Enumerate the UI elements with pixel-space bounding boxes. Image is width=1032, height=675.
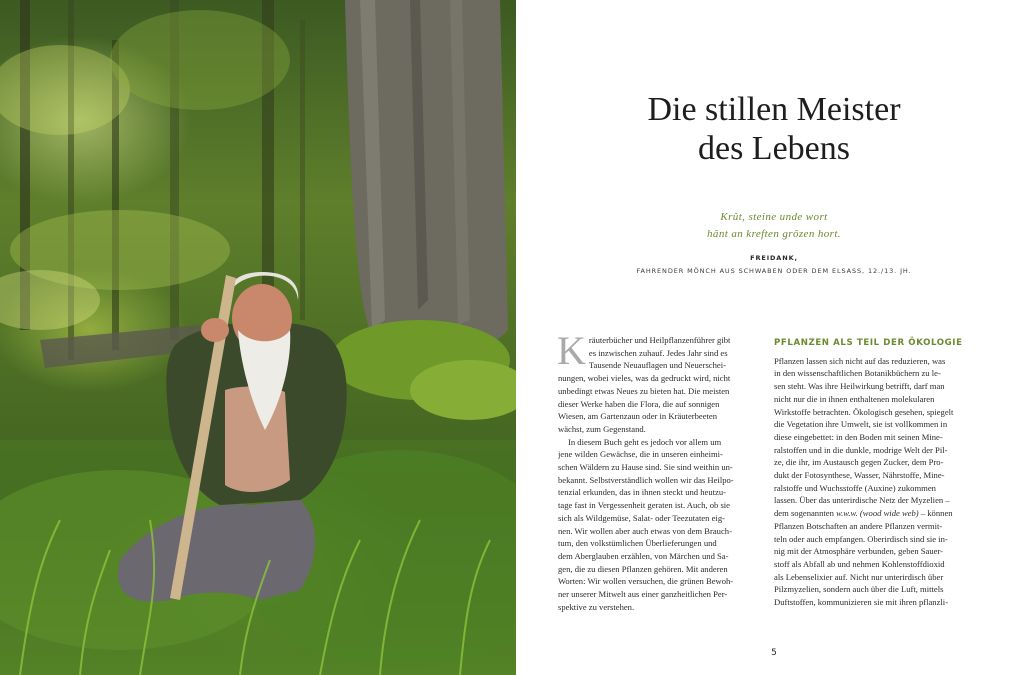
body-line: ner unserer Mitwelt aus einer ganzheitlichen Per- xyxy=(558,589,728,600)
author-name: FREIDANK, xyxy=(750,254,798,262)
body-line: gen, die zu diesen Pflanzen gehören. Mit anderen xyxy=(558,563,728,574)
body-line: die Vegetation ihre Umwelt, sie ist vollkommen in xyxy=(774,419,948,430)
body-line-with-italic xyxy=(774,507,984,520)
epigraph-author xyxy=(516,252,1032,278)
body-line: Duftstoffen, kommunizieren sie mit ihren pflanzli- xyxy=(774,597,949,608)
body-line: ralstoffen und in die dunkle, modrige Welt der Pil- xyxy=(774,444,948,455)
body-line: wächst, zum Gegenstand. xyxy=(558,423,646,434)
body-line: schen Wäldern zu Hause sind. Sie sind weithin un- xyxy=(558,462,733,473)
left-text-column xyxy=(557,328,768,613)
body-line: nicht nur die in ihnen enthaltenen molekularen xyxy=(774,393,935,404)
body-line: Worten: Wir wollen versuchen, die grünen Bewoh- xyxy=(558,576,734,587)
drop-cap: K xyxy=(557,328,586,373)
right-text-column xyxy=(774,334,984,609)
body-line: nen. Wir wollen aber auch etwas von dem Brauch- xyxy=(558,525,732,536)
body-line: teln oder auch empfangen. Oberirdisch sind sie in- xyxy=(774,533,948,544)
body-line: bekannt. Selbstverständlich wollen wir das Heilpo- xyxy=(558,474,734,485)
body-line: In diesem Buch geht es jedoch vor allem um xyxy=(568,436,722,447)
body-line: tenzial erkunden, das in ihnen steckt und heutzu- xyxy=(558,487,727,498)
epigraph-quote xyxy=(516,209,1032,243)
text-page xyxy=(516,0,1032,675)
body-line: Tausende Neuauflagen und Neuerschei- xyxy=(588,360,726,371)
quote-line-2: hânt an kreften grôzen hort. xyxy=(707,228,841,240)
body-line: Wirkstoffe betrachten. Ökologisch gesehen, spiegelt xyxy=(774,406,954,417)
body-line: als Lebenselixier auf. Nicht nur unterirdisch über xyxy=(774,571,944,582)
body-line: räuterbücher und Heilpflanzenführer gibt xyxy=(588,335,731,345)
body-line: Wiesen, am Gartenzaun oder in Kräuterbeeten xyxy=(558,411,718,422)
body-line: dem Aberglauben erzählen, von Märchen und Sa- xyxy=(558,550,729,561)
body-line: es inzwischen zuhauf. Jedes Jahr sind es xyxy=(588,347,728,358)
body-line: stoff als Abfall ab und nehmen Kohlenstoffdioxid xyxy=(774,558,945,569)
title-line-2: des Lebens xyxy=(697,130,850,167)
author-description: FAHRENDER MÖNCH AUS SCHWABEN ODER DEM ELSASS, 12./13. JH. xyxy=(636,267,912,275)
body-line: unbedingt etwas Neues zu bieten hat. Die meisten xyxy=(558,385,730,396)
body-line: nungen, wobei vieles, was da gedruckt wird, nicht xyxy=(558,373,731,384)
body-line: sich als Wildgemüse, Salat- oder Teezutaten eig- xyxy=(558,512,725,523)
body-line: dukt der Fotosynthese, Wasser, Nährstoffe, Mine- xyxy=(774,470,945,481)
body-line: Pflanzen lassen sich nicht auf das reduzieren, was xyxy=(774,355,946,366)
body-line: dieser Werke haben die Flora, die auf sonnigen xyxy=(558,398,720,409)
quote-line-1: Krût, steine unde wort xyxy=(720,211,828,223)
body-line: nig mit der Atmosphäre verbunden, geben Sauer- xyxy=(774,546,944,557)
section-subheading: PFLANZEN ALS TEIL DER ÖKOLOGIE xyxy=(774,338,963,348)
body-line: spektive zu verstehen. xyxy=(558,601,635,612)
body-line: ze, die ihr, im Austausch gegen Zucker, dem Pro- xyxy=(774,457,944,468)
chapter-title xyxy=(516,90,1032,168)
body-line: lassen. Über das unterirdische Netz der Myzelien – xyxy=(774,495,950,506)
italic-term: w.w.w. (wood wide web) xyxy=(836,508,919,519)
title-line-1: Die stillen Meister xyxy=(647,91,901,128)
body-line: Pilzmyzelien, sondern auch über die Luft, mittels xyxy=(774,584,944,595)
body-line: in den wissenschaftlichen Botanikbüchern zu le- xyxy=(774,368,941,379)
body-line-start: dem sogenannten xyxy=(774,508,834,519)
body-line: ralstoffe und Wuchsstoffe (Auxine) zukommen xyxy=(774,482,936,493)
body-line: diese eingebettet: in den Boden mit seinen Mine- xyxy=(774,431,943,442)
body-line: jene wilden Gewächse, die in unseren einheimi- xyxy=(558,449,723,460)
body-line: tum, den volkstümlichen Überlieferungen und xyxy=(558,538,717,549)
body-line: sen steht. Was ihre Heilwirkung betrifft, darf man xyxy=(774,381,945,392)
body-line: Pflanzen Botschaften an andere Pflanzen vermit- xyxy=(774,520,943,531)
body-line-end: – können xyxy=(920,508,953,519)
page-number: 5 xyxy=(771,648,777,658)
body-line: tage fast in Vergessenheit geraten ist. Auch, ob sie xyxy=(558,500,730,511)
